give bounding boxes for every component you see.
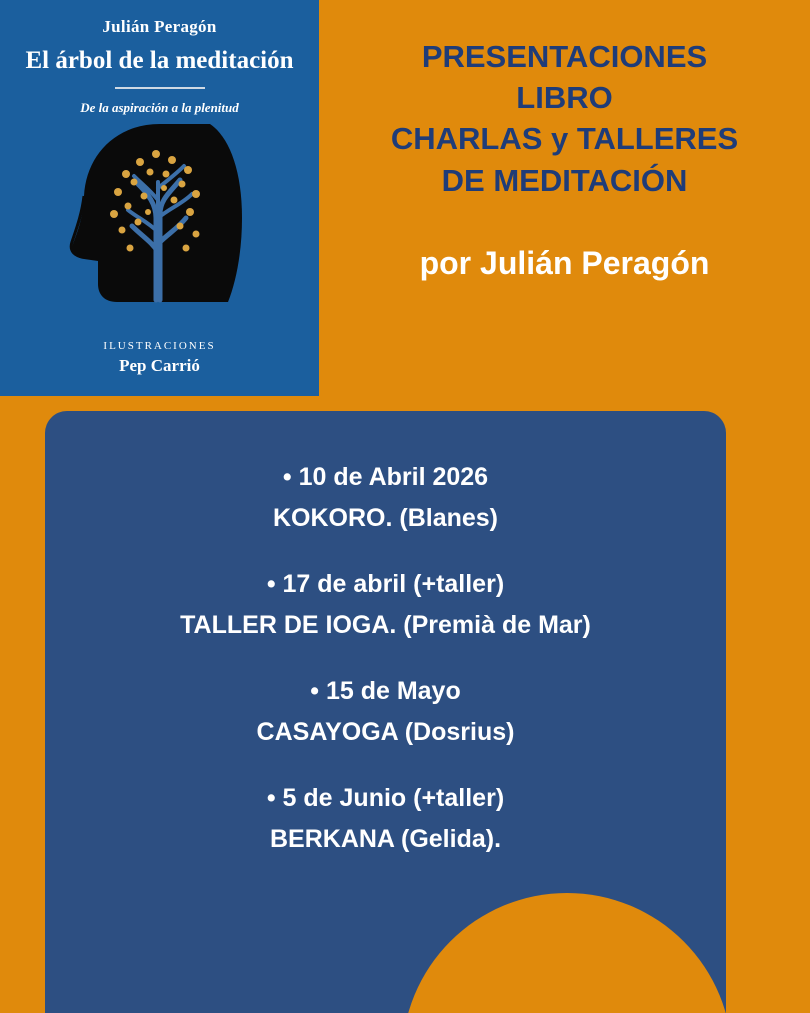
header-block [319,0,810,396]
book-cover [0,0,319,396]
header-line-4: DE MEDITACIÓN [441,162,688,198]
event-place: CASAYOGA (Dosrius) [256,717,515,746]
book-author: Julián Peragón [102,17,217,36]
book-subtitle: De la aspiración a la plenitud [80,100,239,115]
divider-rule [115,87,205,89]
event-place: KOKORO. (Blanes) [272,503,499,532]
list-item [45,778,726,859]
illustrations-label: ILUSTRACIONES [103,340,216,352]
event-place: TALLER DE IOGA. (Premià de Mar) [180,610,591,639]
event-date: • 15 de Mayo [310,677,461,705]
illustrator-name: Pep Carrió [119,356,200,375]
events-panel [45,411,726,1013]
header-line-2: LIBRO [516,80,613,116]
event-date: • 17 de abril (+taller) [266,570,505,598]
list-item [45,564,726,645]
event-date: • 5 de Junio (+taller) [266,784,505,812]
list-item [45,671,726,752]
list-item [45,457,726,538]
event-date: • 10 de Abril 2026 [282,463,489,491]
decorative-arc [402,893,726,1013]
events-list [45,411,726,859]
head-tree-icon [60,122,260,307]
book-title: El árbol de la meditación [25,47,294,74]
header-line-3: CHARLAS y TALLERES [390,121,739,157]
header-line-1: PRESENTACIONES [421,39,708,74]
cover-illustration [0,122,319,322]
byline: por Julián Peragón [419,244,710,281]
event-place: BERKANA (Gelida). [269,824,502,853]
